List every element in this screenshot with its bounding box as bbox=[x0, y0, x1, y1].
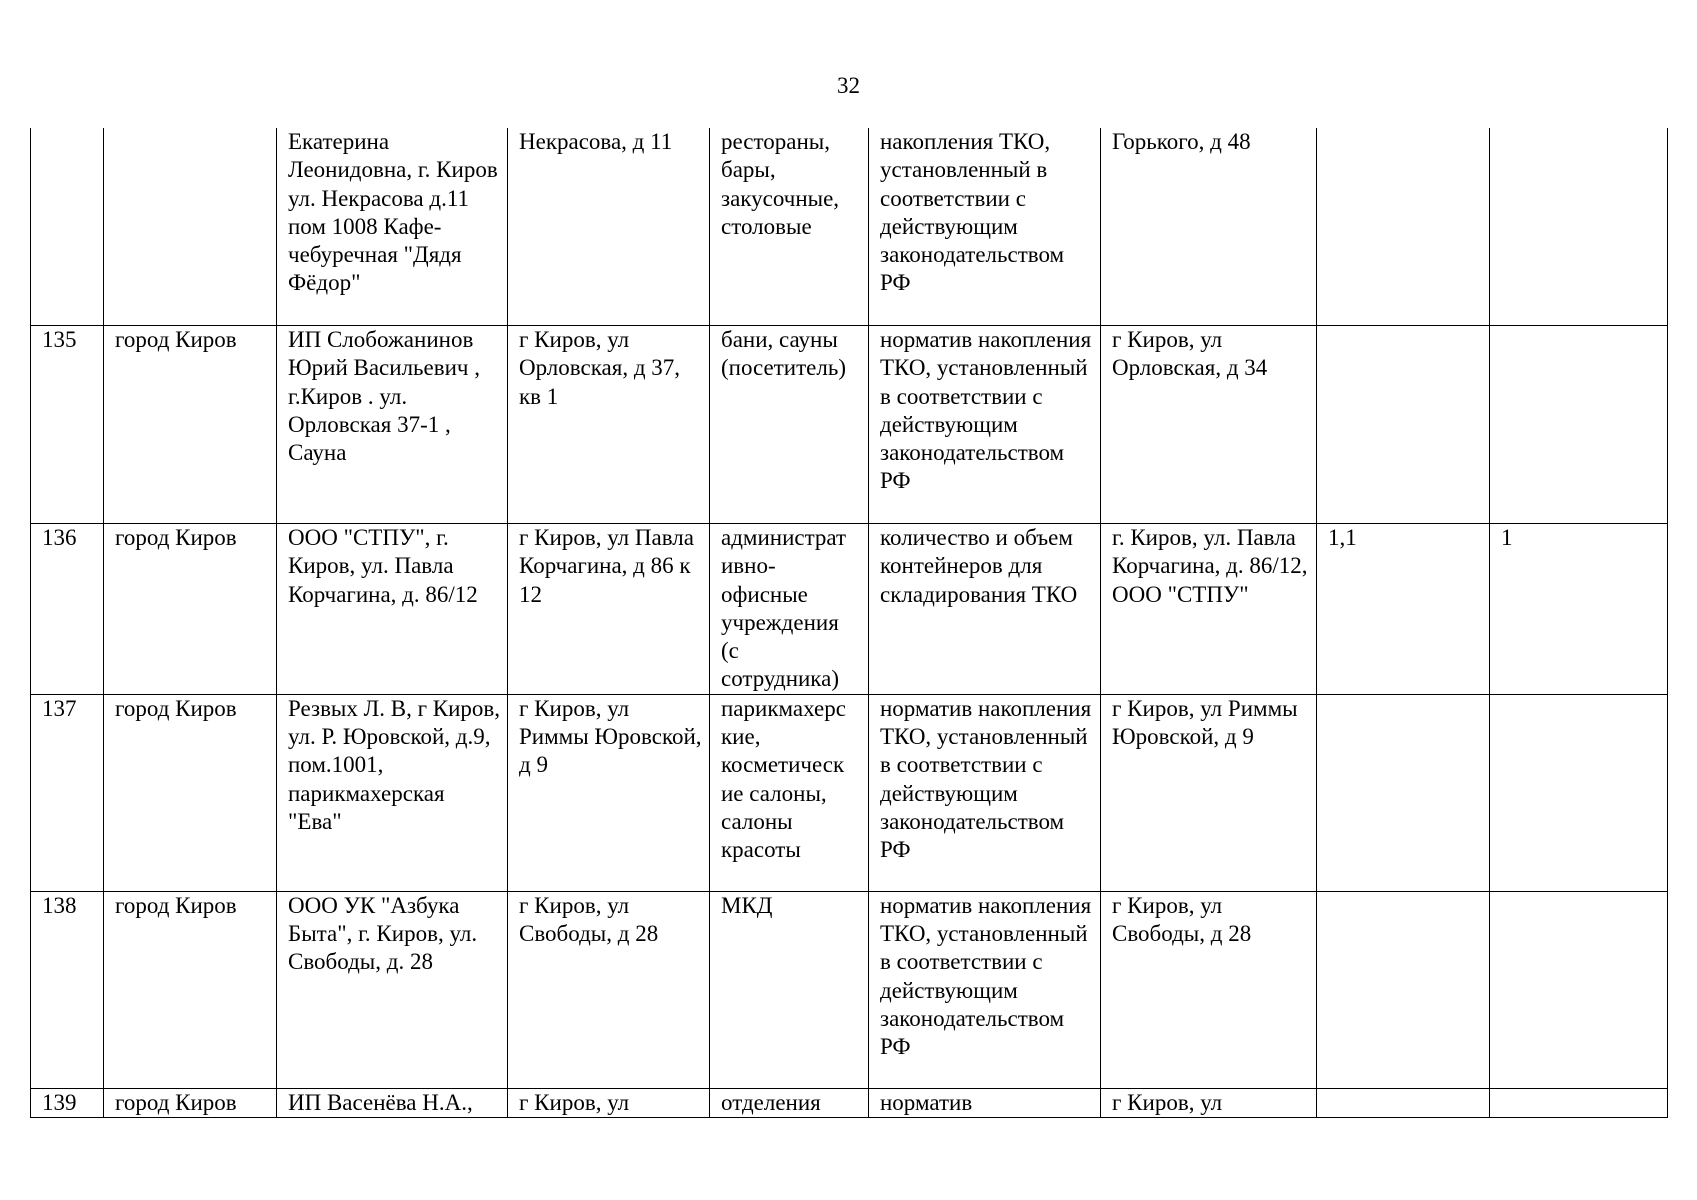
cell-address: Некрасова, д 11 bbox=[508, 128, 710, 326]
cell-method: норматив накопления ТКО, установленный в соответствии с действующим законодательством РФ bbox=[869, 694, 1101, 891]
cell-city: город Киров bbox=[104, 524, 277, 695]
registry-table bbox=[30, 128, 1668, 1118]
cell-number: 136 bbox=[31, 524, 104, 695]
cell-category: МКД bbox=[710, 891, 869, 1088]
cell-count bbox=[1490, 326, 1668, 524]
cell-number: 139 bbox=[31, 1088, 104, 1117]
cell-address: г Киров, ул Риммы Юровской, д 9 bbox=[508, 694, 710, 891]
cell-address: г Киров, ул bbox=[508, 1088, 710, 1117]
cell-category: администрат ивно-офисные учреждения (с сотрудника) bbox=[710, 524, 869, 695]
cell-volume bbox=[1317, 694, 1490, 891]
table-row bbox=[31, 524, 1668, 695]
cell-category: отделения bbox=[710, 1088, 869, 1117]
cell-owner: Резвых Л. В, г Киров, ул. Р. Юровской, д.9, пом.1001, парикмахерская "Ева" bbox=[277, 694, 508, 891]
cell-category: парикмахерс кие, косметическ ие салоны, салоны красоты bbox=[710, 694, 869, 891]
table-row bbox=[31, 128, 1668, 326]
cell-address: г Киров, ул Свободы, д 28 bbox=[508, 891, 710, 1088]
cell-method: накопления ТКО, установленный в соответствии с действующим законодательством РФ bbox=[869, 128, 1101, 326]
cell-count bbox=[1490, 1088, 1668, 1117]
table-row bbox=[31, 891, 1668, 1088]
table-row bbox=[31, 1088, 1668, 1117]
cell-volume bbox=[1317, 1088, 1490, 1117]
table-row bbox=[31, 694, 1668, 891]
cell-city: город Киров bbox=[104, 326, 277, 524]
cell-city: город Киров bbox=[104, 891, 277, 1088]
page-number: 32 bbox=[837, 73, 860, 98]
cell-owner: Екатерина Леонидовна, г. Киров ул. Некрасова д.11 пом 1008 Кафе-чебуречная "Дядя Фёдор" bbox=[277, 128, 508, 326]
cell-site: г. Киров, ул. Павла Корчагина, д. 86/12, ООО "СТПУ" bbox=[1101, 524, 1317, 695]
cell-count: 1 bbox=[1490, 524, 1668, 695]
cell-number: 135 bbox=[31, 326, 104, 524]
cell-method: норматив накопления ТКО, установленный в соответствии с действующим законодательством РФ bbox=[869, 326, 1101, 524]
cell-volume bbox=[1317, 128, 1490, 326]
cell-site: г Киров, ул Риммы Юровской, д 9 bbox=[1101, 694, 1317, 891]
cell-method: норматив bbox=[869, 1088, 1101, 1117]
cell-volume bbox=[1317, 891, 1490, 1088]
cell-method: количество и объем контейнеров для складирования ТКО bbox=[869, 524, 1101, 695]
cell-volume bbox=[1317, 326, 1490, 524]
cell-site: г Киров, ул bbox=[1101, 1088, 1317, 1117]
cell-city bbox=[104, 128, 277, 326]
cell-count bbox=[1490, 128, 1668, 326]
cell-number: 137 bbox=[31, 694, 104, 891]
cell-owner: ООО "СТПУ", г. Киров, ул. Павла Корчагина, д. 86/12 bbox=[277, 524, 508, 695]
cell-volume: 1,1 bbox=[1317, 524, 1490, 695]
cell-owner: ИП Слобожанинов Юрий Васильевич , г.Киров . ул. Орловская 37-1 , Сауна bbox=[277, 326, 508, 524]
cell-category: бани, сауны (посетитель) bbox=[710, 326, 869, 524]
cell-site: г Киров, ул Свободы, д 28 bbox=[1101, 891, 1317, 1088]
cell-city: город Киров bbox=[104, 1088, 277, 1117]
cell-count bbox=[1490, 891, 1668, 1088]
cell-number: 138 bbox=[31, 891, 104, 1088]
cell-site: Горького, д 48 bbox=[1101, 128, 1317, 326]
cell-owner: ИП Васенёва Н.А., bbox=[277, 1088, 508, 1117]
cell-owner: ООО УК "Азбука Быта", г. Киров, ул. Свободы, д. 28 bbox=[277, 891, 508, 1088]
cell-address: г Киров, ул Орловская, д 37, кв 1 bbox=[508, 326, 710, 524]
cell-site: г Киров, ул Орловская, д 34 bbox=[1101, 326, 1317, 524]
table-row bbox=[31, 326, 1668, 524]
cell-category: рестораны, бары, закусочные, столовые bbox=[710, 128, 869, 326]
cell-count bbox=[1490, 694, 1668, 891]
cell-method: норматив накопления ТКО, установленный в соответствии с действующим законодательством РФ bbox=[869, 891, 1101, 1088]
cell-city: город Киров bbox=[104, 694, 277, 891]
cell-number bbox=[31, 128, 104, 326]
cell-address: г Киров, ул Павла Корчагина, д 86 к 12 bbox=[508, 524, 710, 695]
